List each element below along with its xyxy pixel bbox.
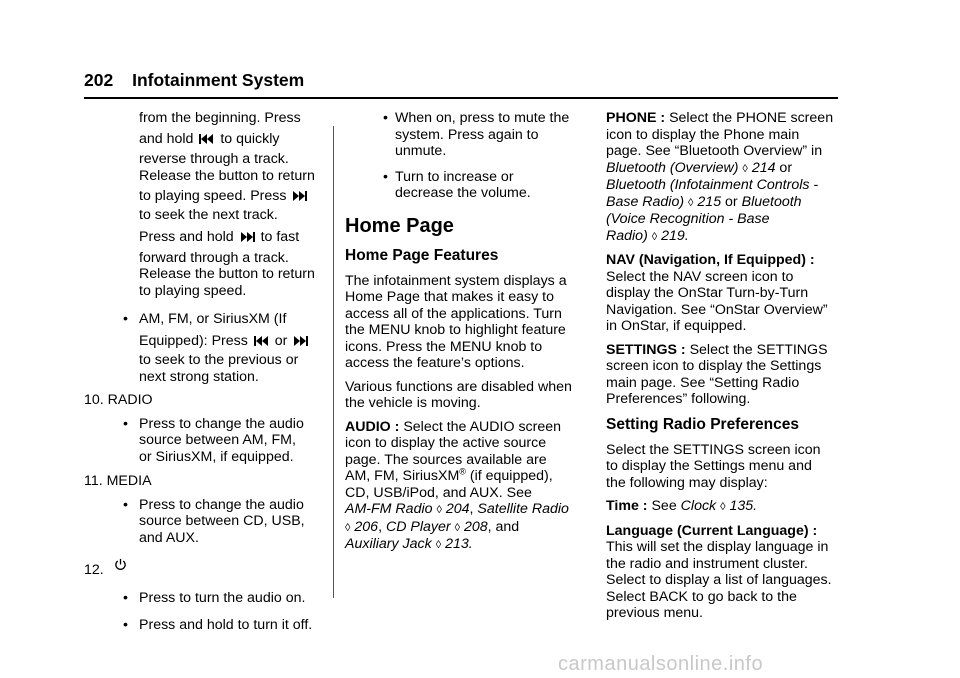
text-line: the MENU knob to highlight feature <box>345 322 566 338</box>
settings-paragraph <box>606 342 842 408</box>
page-ref-icon: ◊ <box>688 196 694 209</box>
text-line: Navigation. See “OnStar Overview” <box>606 301 828 318</box>
text-line: to display the Settings menu and <box>606 458 812 474</box>
seek-forward-icon <box>292 190 307 202</box>
text-line: Turn to increase or <box>395 168 514 185</box>
item-11-media: 11. MEDIA <box>84 473 152 489</box>
page-ref-number[interactable]: 214 <box>751 159 776 176</box>
link-bluetooth-voice-recognition[interactable]: Radio) <box>606 227 648 244</box>
page-ref-icon: ◊ <box>742 162 748 175</box>
text-line: reverse through a track. <box>139 151 289 167</box>
text-line: Press to change the audio <box>139 415 304 432</box>
heading-home-page: Home Page <box>345 214 454 237</box>
text-line: unmute. <box>395 143 447 159</box>
text-line: AM, FM, or SiriusXM (If <box>139 311 287 327</box>
disabled-paragraph <box>345 379 581 412</box>
page-ref-icon: ◊ <box>454 521 460 534</box>
text-line: to seek to the previous or <box>139 352 299 368</box>
text-span: See <box>647 498 681 514</box>
text-line: to seek the next track. <box>139 206 278 223</box>
text-line: Press and hold to turn it off. <box>139 617 313 633</box>
text-line: screen icon to display the Settings <box>606 358 822 374</box>
text-line: the following may display: <box>606 474 768 491</box>
text-line: next strong station. <box>139 368 259 385</box>
text-line: When on, press to mute the <box>395 110 570 126</box>
link-satellite-radio[interactable]: Satellite Radio <box>477 501 569 517</box>
text-line: Press to turn the audio on. <box>139 589 306 606</box>
text-span: Press and hold <box>139 229 234 245</box>
page-ref-icon: ◊ <box>435 539 442 551</box>
link-auxiliary-jack[interactable]: Auxiliary Jack <box>345 536 432 552</box>
text-line: Release the button to return <box>139 167 315 184</box>
text-span: or <box>775 159 793 176</box>
text-span: and hold <box>139 130 194 147</box>
text-line: Select to display a list of languages. <box>606 572 832 588</box>
bullet: • <box>383 110 388 126</box>
text-line <box>139 333 338 350</box>
text-line: display the OnStar Turn-by-Turn <box>606 285 809 301</box>
text-line: system. Press again to <box>395 126 539 143</box>
time-paragraph <box>606 498 842 516</box>
text-line: access the feature’s options. <box>345 355 525 371</box>
heading-setting-radio-preferences: Setting Radio Preferences <box>606 415 799 433</box>
link-bluetooth-voice-recognition[interactable]: Bluetooth <box>741 193 802 210</box>
text-span: AM, FM, SiriusXM <box>345 468 460 484</box>
turn-bullet <box>345 169 581 202</box>
text-line: previous menu. <box>606 605 703 621</box>
text-line: Press to change the audio <box>139 496 304 513</box>
text-line: the vehicle is moving. <box>345 395 481 411</box>
language-label: Language (Current Language) : <box>606 522 818 539</box>
page-ref-number[interactable]: 219 <box>661 227 685 244</box>
text-span: or <box>721 193 738 210</box>
seek-forward-icon <box>293 335 308 347</box>
link-bluetooth-infotainment-controls[interactable]: Bluetooth (Infotainment Controls - <box>606 177 819 193</box>
mute-bullet <box>345 110 581 160</box>
link-bluetooth-overview[interactable]: Bluetooth (Overview) <box>606 159 739 176</box>
text-line: source between AM, FM, <box>139 432 296 448</box>
period: . <box>753 498 758 514</box>
bullet: • <box>383 168 388 185</box>
text-span: or <box>274 332 288 349</box>
page-ref-number[interactable]: 208 <box>463 518 488 535</box>
features-paragraph <box>345 273 581 372</box>
text-span: to quickly <box>220 130 280 147</box>
settings-label: SETTINGS : <box>606 341 686 358</box>
section-title: Infotainment System <box>132 70 305 90</box>
page-ref-number[interactable]: 204 <box>445 501 470 517</box>
text-span: Select the SETTINGS <box>685 341 828 358</box>
page-ref-number[interactable]: 135 <box>729 498 754 514</box>
watermark: carmanualsonline.info <box>558 653 764 675</box>
text-line: Select BACK to go back to the <box>606 588 797 605</box>
link-bluetooth-infotainment-controls[interactable]: Base Radio) <box>606 193 685 210</box>
text-line: Select the NAV screen icon to <box>606 268 794 285</box>
page-ref-number[interactable]: 213 <box>445 536 469 552</box>
seek-back-icon <box>199 133 214 145</box>
radio-bullet <box>84 416 338 466</box>
phone-label: PHONE : <box>606 110 666 126</box>
page-ref-icon: ◊ <box>345 521 351 534</box>
phone-paragraph <box>606 110 842 245</box>
text-line: in OnStar, if equipped. <box>606 318 747 334</box>
link-cd-player[interactable]: CD Player <box>385 518 451 535</box>
text-line: main page. See “Setting Radio <box>606 374 800 391</box>
text-line: page. The sources available are <box>345 451 547 468</box>
text-line: icon to display the Phone main <box>606 126 800 143</box>
text-line: to playing speed. <box>139 282 247 299</box>
text-span: Equipped): Press <box>139 332 248 349</box>
text-line: This will set the display language in <box>606 539 829 555</box>
text-line <box>139 229 338 246</box>
text-span: (if equipped), <box>465 468 553 484</box>
nav-paragraph <box>606 252 842 335</box>
bullet: • <box>123 496 128 513</box>
column-1 <box>84 110 338 634</box>
page-ref-icon: ◊ <box>720 501 726 513</box>
text-line: icons. Press the MENU knob to <box>345 338 543 355</box>
bullet: • <box>123 311 128 327</box>
prefs-paragraph <box>606 442 842 492</box>
power-off-bullet <box>84 617 338 634</box>
text-span: Select the AUDIO screen <box>399 418 562 435</box>
audio-label: AUDIO : <box>345 418 400 435</box>
text-line: Various functions are disabled when <box>345 378 572 395</box>
text-line: from the beginning. Press <box>139 110 301 126</box>
text-line: Release the button to return <box>139 266 315 282</box>
page-ref-icon: ◊ <box>651 230 658 243</box>
link-bluetooth-voice-recognition[interactable]: (Voice Recognition - Base <box>606 211 770 227</box>
period: . <box>468 536 473 552</box>
text-line: CD, USB/iPod, and AUX. See <box>345 484 532 501</box>
page-ref-icon: ◊ <box>436 504 442 516</box>
header-rule <box>84 97 838 99</box>
am-fm-bullet <box>84 311 338 385</box>
text-line: the radio and instrument cluster. <box>606 555 808 572</box>
text-line: source between CD, USB, <box>139 513 305 529</box>
text-span: to playing speed. Press <box>139 188 287 204</box>
text-line: page. See “Bluetooth Overview” in <box>606 143 823 159</box>
power-icon <box>114 558 127 571</box>
seek-forward-icon <box>240 231 255 243</box>
bullet: • <box>123 589 128 606</box>
power-on-bullet <box>84 590 338 607</box>
media-bullet <box>84 497 338 547</box>
seek-back-icon <box>254 335 269 347</box>
text-line <box>139 131 338 148</box>
registered-mark: ® <box>459 466 466 477</box>
bullet: • <box>123 617 128 633</box>
text-line: The infotainment system displays a <box>345 272 567 289</box>
page-number: 202 <box>84 70 114 90</box>
page-header <box>84 72 304 89</box>
item-12-power <box>84 558 338 579</box>
page-ref-number[interactable]: 206 <box>354 518 379 535</box>
link-clock[interactable]: Clock <box>680 498 717 514</box>
text-line: Select the SETTINGS screen icon <box>606 441 821 458</box>
column-2 <box>345 110 581 561</box>
text-line: forward through a track. <box>139 249 289 266</box>
text-line: Home Page that makes it easy to <box>345 289 554 305</box>
page-ref-number[interactable]: 215 <box>697 193 722 210</box>
heading-home-page-features: Home Page Features <box>345 246 499 264</box>
text-line: and AUX. <box>139 529 199 546</box>
period: . <box>684 227 689 244</box>
text-span: Select the PHONE screen <box>665 110 834 126</box>
time-label: Time : <box>606 498 648 514</box>
text-line: decrease the volume. <box>395 185 531 201</box>
language-paragraph <box>606 523 842 622</box>
link-am-fm-radio[interactable]: AM-FM Radio <box>345 501 433 517</box>
column-3 <box>606 110 842 629</box>
text-span: 12. <box>84 562 104 578</box>
text-line: Preferences” following. <box>606 391 751 407</box>
audio-paragraph: AUDIO : Select the AUDIO screen icon to display the active source page. The sources available are AM, FM, SiriusXM® (if equipped), CD, USB/iPod, and AUX. See AM-FM Radio ◊ 204, Satellite Radio ◊ 206, CD Player ◊ 208, and Auxiliary Jack ◊ 213. <box>345 418 569 552</box>
text-span: to fast <box>260 229 300 245</box>
text-line <box>139 188 338 205</box>
text-line: or SiriusXM, if equipped. <box>139 448 294 465</box>
item-10-radio: 10. RADIO <box>84 392 153 408</box>
bullet: • <box>123 415 128 432</box>
nav-label: NAV (Navigation, If Equipped) : <box>606 252 815 268</box>
seek-back-paragraph <box>84 110 338 299</box>
text-span: , and <box>487 518 520 535</box>
text-line: icon to display the active source <box>345 435 547 451</box>
text-line: access all of the applications. Turn <box>345 305 562 322</box>
